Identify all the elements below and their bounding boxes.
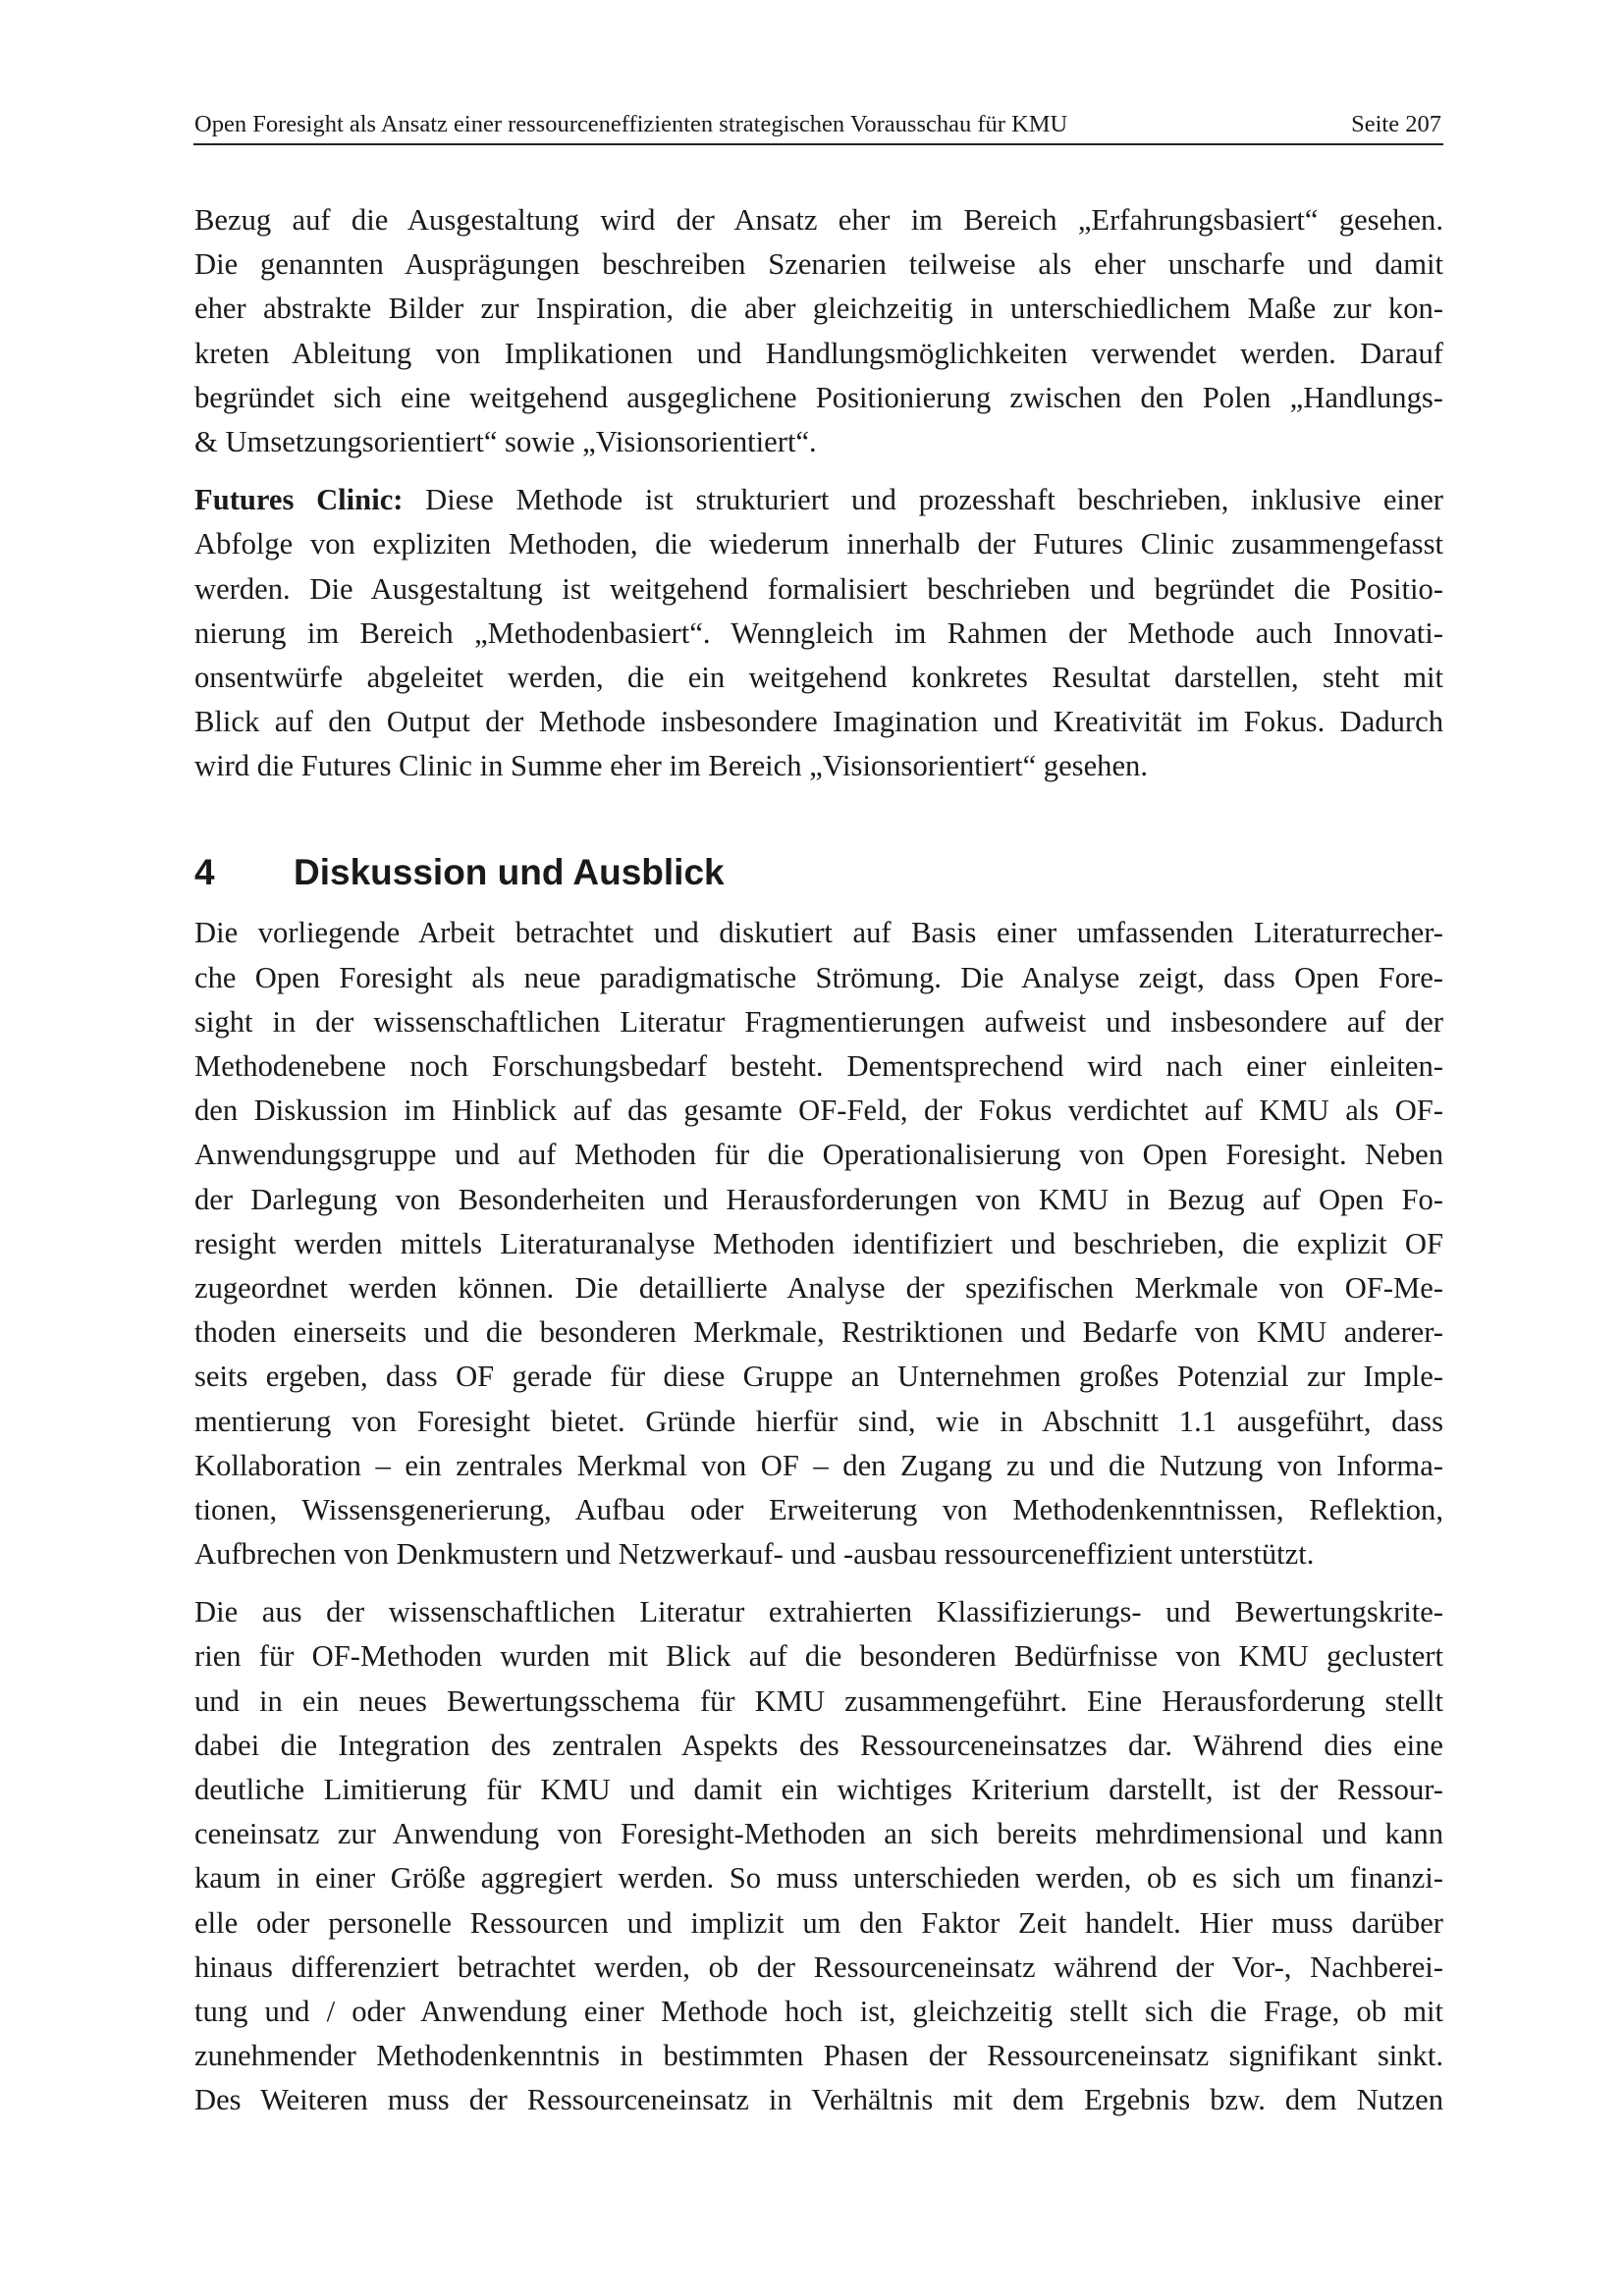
text-line: begründet sich eine weitgehend ausgeglichene Positionierung zwischen den Polen „Handlungs- bbox=[194, 380, 1443, 414]
text-line: und in ein neues Bewertungsschema für KMU zusammengeführt. Eine Herausforderung stellt bbox=[194, 1683, 1443, 1718]
text-line: nierung im Bereich „Methodenbasiert“. Wenngleich im Rahmen der Methode auch Innovati- bbox=[194, 615, 1443, 650]
section-heading bbox=[194, 850, 1443, 895]
text-line: Die vorliegende Arbeit betrachtet und diskutiert auf Basis einer umfassenden Literaturrecher- bbox=[194, 916, 1443, 950]
text-line: resight werden mittels Literaturanalyse Methoden identifiziert und beschrieben, die explizit OF bbox=[194, 1226, 1443, 1260]
text-line: mentierung von Foresight bietet. Gründe hierfür sind, wie in Abschnitt 1.1 ausgeführt, dass bbox=[194, 1404, 1443, 1438]
text-line: che Open Foresight als neue paradigmatische Strömung. Die Analyse zeigt, dass Open Fore- bbox=[194, 960, 1443, 994]
paragraph-evaluation bbox=[194, 1590, 1443, 2122]
text-line: Abfolge von expliziten Methoden, die wiederum innerhalb der Futures Clinic zusammengefasst bbox=[194, 527, 1443, 561]
text-line: Des Weiteren muss der Ressourceneinsatz in Verhältnis mit dem Ergebnis bzw. dem Nutzen bbox=[194, 2083, 1443, 2117]
text-line: tung und / oder Anwendung einer Methode hoch ist, gleichzeitig stellt sich die Frage, ob mit bbox=[194, 1994, 1443, 2028]
term-futures-clinic: Futures Clinic: bbox=[194, 483, 404, 517]
page-number: Seite 207 bbox=[1351, 111, 1441, 137]
text-line: Methodenebene noch Forschungsbedarf besteht. Dementsprechend wird nach einer einleiten- bbox=[194, 1049, 1443, 1083]
text-line: ceneinsatz zur Anwendung von Foresight-Methoden an sich bereits mehrdimensional und kann bbox=[194, 1817, 1443, 1851]
text-line: kreten Ableitung von Implikationen und Handlungsmöglichkeiten verwendet werden. Darauf bbox=[194, 336, 1443, 370]
text-line: wird die Futures Clinic in Summe eher im Bereich „Visionsorientiert“ gesehen. bbox=[194, 749, 1148, 783]
text-line: Anwendungsgruppe und auf Methoden für die Operationalisierung von Open Foresight. Neben bbox=[194, 1138, 1443, 1172]
text-line: onsentwürfe abgeleitet werden, die ein weitgehend konkretes Resultat darstellen, steht mit bbox=[194, 660, 1443, 694]
text-line: Bezug auf die Ausgestaltung wird der Ansatz eher im Bereich „Erfahrungsbasiert“ gesehen. bbox=[194, 203, 1443, 237]
text-line: hinaus differenziert betrachtet werden, ob der Ressourceneinsatz während der Vor-, Nachberei- bbox=[194, 1949, 1443, 1984]
text-line: tionen, Wissensgenerierung, Aufbau oder Erweiterung von Methodenkenntnissen, Reflektion, bbox=[194, 1492, 1443, 1526]
text-line: der Darlegung von Besonderheiten und Herausforderungen von KMU in Bezug auf Open Fo- bbox=[194, 1182, 1443, 1216]
paragraph-futures-clinic bbox=[194, 478, 1443, 788]
text-line: den Diskussion im Hinblick auf das gesamte OF-Feld, der Fokus verdichtet auf KMU als OF- bbox=[194, 1094, 1443, 1128]
text-line: zugeordnet werden können. Die detaillierte Analyse der spezifischen Merkmale von OF-Me- bbox=[194, 1270, 1443, 1305]
paragraph-continued bbox=[194, 198, 1443, 464]
body-text bbox=[194, 198, 1443, 2123]
section-title: Diskussion und Ausblick bbox=[294, 852, 725, 893]
text-line: Die aus der wissenschaftlichen Literatur extrahierten Klassifizierungs- und Bewertungskrite- bbox=[194, 1595, 1443, 1629]
text-line: zunehmender Methodenkenntnis in bestimmten Phasen der Ressourceneinsatz signifikant sinkt. bbox=[194, 2039, 1443, 2073]
text-line: & Umsetzungsorientiert“ sowie „Visionsorientiert“. bbox=[194, 424, 817, 458]
running-header-title: Open Foresight als Ansatz einer ressourceneffizienten strategischen Vorausschau für KMU bbox=[194, 111, 1068, 137]
text-line: thoden einerseits und die besonderen Merkmale, Restriktionen und Bedarfe von KMU anderer- bbox=[194, 1315, 1443, 1350]
text-line: rien für OF-Methoden wurden mit Blick auf die besonderen Bedürfnisse von KMU geclustert bbox=[194, 1639, 1443, 1674]
text-line: Die genannten Ausprägungen beschreiben Szenarien teilweise als eher unscharfe und damit bbox=[194, 247, 1443, 282]
running-header bbox=[193, 110, 1443, 145]
paragraph-discussion bbox=[194, 911, 1443, 1576]
text-line: deutliche Limitierung für KMU und damit ein wichtiges Kriterium darstellt, ist der Ressour- bbox=[194, 1773, 1443, 1806]
text-run: Diese Methode ist strukturiert und prozesshaft beschrieben, inklusive einer bbox=[403, 483, 1443, 517]
text-line: eher abstrakte Bilder zur Inspiration, die aber gleichzeitig in unterschiedlichem Maße zur kon- bbox=[194, 292, 1443, 326]
text-line: sight in der wissenschaftlichen Literatur Fragmentierungen aufweist und insbesondere auf der bbox=[194, 1004, 1443, 1039]
text-line: werden. Die Ausgestaltung ist weitgehend formalisiert beschrieben und begründet die Positio- bbox=[194, 571, 1443, 606]
section-number: 4 bbox=[194, 852, 215, 893]
text-line: kaum in einer Größe aggregiert werden. So muss unterschieden werden, ob es sich um finanzi- bbox=[194, 1861, 1443, 1896]
text-line: dabei die Integration des zentralen Aspekts des Ressourceneinsatzes dar. Während dies eine bbox=[194, 1728, 1443, 1762]
text-line: Aufbrechen von Denkmustern und Netzwerkauf- und -ausbau ressourceneffizient unterstützt. bbox=[194, 1537, 1315, 1572]
text-line: Blick auf den Output der Methode insbesondere Imagination und Kreativität im Fokus. Dadurch bbox=[194, 705, 1443, 739]
text-line: seits ergeben, dass OF gerade für diese Gruppe an Unternehmen großes Potenzial zur Imple- bbox=[194, 1360, 1443, 1394]
text-line: Kollaboration – ein zentrales Merkmal von OF – den Zugang zu und die Nutzung von Informa- bbox=[194, 1448, 1443, 1482]
text-line bbox=[194, 478, 1443, 522]
text-line: elle oder personelle Ressourcen und implizit um den Faktor Zeit handelt. Hier muss darüber bbox=[194, 1905, 1443, 1940]
